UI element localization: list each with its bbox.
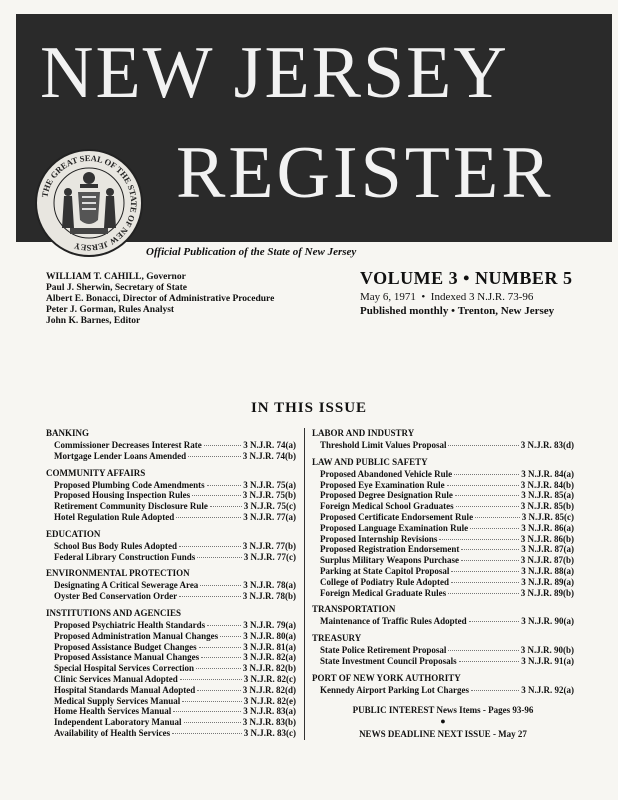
staff-secretary: Paul J. Sherwin, Secretary of State [46, 283, 187, 293]
entry-reference: 3 N.J.R. 85(b) [520, 501, 574, 512]
section-heading: BANKING [46, 428, 90, 438]
masthead-title-line1: NEW JERSEY [40, 32, 509, 114]
entry-reference: 3 N.J.R. 79(a) [243, 619, 296, 630]
leader-dots [456, 506, 519, 507]
contents-entry [46, 728, 296, 739]
leader-dots [448, 593, 519, 594]
entry-title: Proposed Registration Endorsement [320, 544, 460, 555]
leader-dots [182, 701, 241, 702]
contents-entry [312, 490, 574, 501]
leader-dots [447, 485, 519, 486]
entry-title: Maintenance of Traffic Rules Adopted [320, 616, 467, 627]
contents-section [46, 529, 296, 563]
entry-title: Proposed Degree Designation Rule [320, 490, 453, 501]
leader-dots [454, 474, 519, 475]
volume-info: May 6, 1971 • Indexed 3 N.J.R. 73-96 Published monthly • Trenton, New Jersey [360, 291, 555, 317]
contents-entry [312, 566, 574, 577]
staff-analyst: Peter J. Gorman, Rules Analyst [46, 305, 175, 315]
entry-title: Surplus Military Weapons Purchase [320, 555, 459, 566]
entry-title: Oyster Bed Conservation Order [54, 591, 178, 602]
contents-section [312, 428, 574, 451]
entry-title: Proposed Eye Examination Rule [320, 479, 445, 490]
issue-date: May 6, 1971 [360, 291, 416, 303]
contents-right-column [312, 428, 574, 740]
leader-dots [451, 582, 519, 583]
contents-entry [312, 645, 574, 656]
entry-title: Proposed Administration Manual Changes [54, 630, 219, 641]
leader-dots [461, 549, 519, 550]
section-heading: LAW AND PUBLIC SAFETY [312, 456, 428, 467]
entry-title: Threshold Limit Values Proposal [320, 440, 447, 450]
section-heading: TREASURY [312, 633, 362, 644]
leader-dots [197, 690, 240, 691]
leader-dots [459, 661, 520, 662]
leader-dots [179, 546, 241, 547]
entry-reference: 3 N.J.R. 80(a) [243, 630, 296, 641]
leader-dots [180, 679, 242, 680]
entry-title: Proposed Language Examination Rule [320, 522, 469, 533]
leader-dots [201, 657, 241, 658]
entry-title: Foreign Medical Graduate Rules [320, 587, 447, 598]
entry-reference: 3 N.J.R. 86(a) [521, 522, 574, 533]
news-deadline-notice: NEWS DEADLINE NEXT ISSUE - May 27 [359, 728, 527, 739]
entry-title: Foreign Medical School Graduates [320, 501, 454, 512]
leader-dots [475, 517, 520, 518]
public-interest-notice: PUBLIC INTEREST News Items - Pages 93-96 [352, 704, 534, 715]
entry-title: College of Podiatry Rule Adopted [320, 576, 449, 587]
entry-reference: 3 N.J.R. 91(a) [521, 655, 574, 666]
entry-title: State Police Retirement Proposal [320, 645, 447, 656]
entry-title: Proposed Abandoned Vehicle Rule [320, 468, 453, 479]
contents-entry [46, 490, 296, 501]
contents-entry [46, 652, 296, 663]
entry-title: Federal Library Construction Funds [54, 551, 196, 562]
entry-reference: 3 N.J.R. 75(b) [242, 490, 296, 501]
entry-title: Hospital Standards Manual Adopted [54, 684, 196, 695]
leader-dots [207, 625, 241, 626]
publication-subtitle: Official Publication of the State of New Jersey [146, 246, 357, 258]
entry-reference: 3 N.J.R. 83(d) [520, 440, 574, 450]
leader-dots [196, 668, 241, 669]
leader-dots [448, 650, 518, 651]
publish-frequency: Published monthly [360, 305, 449, 317]
contents-section [46, 608, 296, 739]
contents-section [46, 428, 296, 462]
leader-dots [439, 539, 518, 540]
contents-section [46, 568, 296, 602]
entry-reference: 3 N.J.R. 77(c) [243, 551, 296, 562]
entry-reference: 3 N.J.R. 82(c) [243, 673, 296, 684]
entry-title: Proposed Assistance Budget Changes [54, 641, 197, 652]
contents-entry [46, 440, 296, 451]
leader-dots [199, 647, 242, 648]
leader-dots [173, 711, 241, 712]
leader-dots [197, 557, 241, 558]
leader-dots [461, 560, 519, 561]
entry-reference: 3 N.J.R. 83(a) [243, 706, 296, 717]
contents-entry [46, 512, 296, 523]
contents-entry [46, 591, 296, 602]
entry-reference: 3 N.J.R. 85(a) [521, 490, 574, 501]
leader-dots [448, 445, 518, 446]
leader-dots [188, 456, 241, 457]
entry-title: Home Health Services Manual [54, 706, 172, 717]
entry-title: Proposed Housing Inspection Rules [54, 490, 191, 501]
notice-bullet: ● [440, 715, 446, 726]
section-heading: TRANSPORTATION [312, 604, 396, 615]
leader-dots [204, 445, 242, 446]
entry-title: School Bus Body Rules Adopted [54, 540, 178, 551]
seal-text: THE GREAT SEAL OF THE STATE OF NEW JERSEY [39, 152, 140, 254]
contents-entry [46, 696, 296, 707]
contents-entry [312, 588, 574, 599]
entry-title: Retirement Community Disclosure Rule [54, 501, 208, 512]
contents-entry [46, 717, 296, 728]
leader-dots [470, 528, 519, 529]
entry-title: Medical Supply Services Manual [54, 695, 181, 706]
entry-reference: 3 N.J.R. 83(b) [242, 717, 296, 728]
contents-entry [46, 620, 296, 631]
contents-entry [312, 555, 574, 566]
staff-governor: WILLIAM T. CAHILL, Governor [46, 272, 186, 282]
contents-entry [312, 440, 574, 451]
leader-dots [207, 485, 242, 486]
entry-title: Special Hospital Services Correction [54, 663, 195, 674]
entry-reference: 3 N.J.R. 77(b) [242, 540, 296, 551]
state-seal-icon [34, 148, 144, 258]
contents-section [312, 457, 574, 599]
entry-title: Independent Laboratory Manual [54, 717, 182, 728]
entry-reference: 3 N.J.R. 74(b) [242, 450, 296, 461]
publish-location: Trenton, New Jersey [457, 305, 555, 317]
leader-dots [176, 517, 241, 518]
entry-reference: 3 N.J.R. 81(a) [243, 641, 296, 652]
entry-title: Availability of Health Services [54, 727, 171, 738]
contents-entry [46, 580, 296, 591]
entry-title: Commissioner Decreases Interest Rate [54, 440, 202, 450]
issue-title: IN THIS ISSUE [250, 400, 368, 416]
entry-reference: 3 N.J.R. 77(a) [243, 511, 296, 522]
contents-entry [46, 541, 296, 552]
issue-index: Indexed 3 N.J.R. 73-96 [430, 291, 534, 303]
contents-entry [312, 656, 574, 667]
leader-dots [469, 621, 520, 622]
section-heading: ENVIRONMENTAL PROTECTION [46, 568, 190, 579]
entry-title: Kennedy Airport Parking Lot Charges [320, 684, 470, 695]
entry-reference: 3 N.J.R. 87(b) [520, 555, 574, 566]
entry-reference: 3 N.J.R. 83(c) [243, 727, 296, 738]
contents-entry [46, 706, 296, 717]
entry-reference: 3 N.J.R. 82(a) [243, 652, 296, 663]
entry-title: Mortgage Lender Loans Amended [54, 450, 187, 461]
entry-reference: 3 N.J.R. 87(a) [521, 544, 574, 555]
entry-reference: 3 N.J.R. 82(d) [242, 684, 296, 695]
column-divider [304, 428, 305, 740]
entry-reference: 3 N.J.R. 85(c) [521, 511, 574, 522]
section-heading: INSTITUTIONS AND AGENCIES [46, 607, 182, 618]
entry-reference: 3 N.J.R. 78(a) [243, 580, 296, 591]
entry-title: Hotel Regulation Rule Adopted [54, 511, 175, 522]
leader-dots [451, 571, 519, 572]
entry-reference: 3 N.J.R. 88(a) [521, 565, 574, 576]
entry-title: Clinic Services Manual Adopted [54, 673, 178, 684]
section-heading: PORT OF NEW YORK AUTHORITY [312, 672, 461, 683]
leader-dots [471, 690, 519, 691]
entry-reference: 3 N.J.R. 89(b) [520, 587, 574, 598]
leader-dots [220, 636, 241, 637]
contents-entry [312, 544, 574, 555]
contents-entry [46, 674, 296, 685]
leader-dots [172, 733, 242, 734]
contents-left-column [46, 428, 296, 745]
section-heading: LABOR AND INDUSTRY [312, 428, 415, 438]
contents-section [312, 673, 574, 696]
volume-heading: VOLUME 3 • NUMBER 5 [360, 268, 573, 288]
entry-reference: 3 N.J.R. 75(a) [243, 479, 296, 490]
contents-section [312, 633, 574, 667]
contents-entry [312, 469, 574, 480]
contents-entry [46, 501, 296, 512]
entry-reference: 3 N.J.R. 89(a) [521, 576, 574, 587]
entry-title: Designating A Critical Sewerage Area [54, 580, 199, 591]
staff-list [46, 272, 274, 327]
leader-dots [200, 585, 241, 586]
entry-title: Proposed Plumbing Code Amendments [54, 479, 205, 490]
leader-dots [179, 596, 241, 597]
leader-dots [184, 722, 241, 723]
entry-title: State Investment Council Proposals [320, 655, 457, 666]
contents-entry [312, 523, 574, 534]
section-heading: EDUCATION [46, 528, 101, 539]
contents-entry [46, 451, 296, 462]
contents-entry [46, 552, 296, 563]
entry-title: Parking at State Capitol Proposal [320, 565, 450, 576]
masthead-title-line2: REGISTER [176, 132, 554, 214]
entry-reference: 3 N.J.R. 92(a) [521, 684, 574, 695]
staff-editor: John K. Barnes, Editor [46, 316, 141, 326]
entry-reference: 3 N.J.R. 84(b) [520, 479, 574, 490]
contents-entry [312, 501, 574, 512]
entry-reference: 3 N.J.R. 90(b) [520, 645, 574, 656]
entry-reference: 3 N.J.R. 90(a) [521, 616, 574, 627]
entry-title: Proposed Internship Revisions [320, 533, 438, 544]
entry-reference: 3 N.J.R. 78(b) [242, 591, 296, 602]
contents-entry [312, 480, 574, 491]
leader-dots [455, 495, 519, 496]
contents-entry [46, 642, 296, 653]
contents-section [312, 604, 574, 627]
entry-title: Proposed Assistance Manual Changes [54, 652, 200, 663]
entry-reference: 3 N.J.R. 84(a) [521, 468, 574, 479]
contents-entry [46, 663, 296, 674]
contents-entry [46, 480, 296, 491]
entry-reference: 3 N.J.R. 74(a) [243, 440, 296, 450]
contents-entry [312, 512, 574, 523]
entry-title: Proposed Certificate Endorsement Rule [320, 511, 474, 522]
contents-entry [312, 685, 574, 696]
entry-title: Proposed Psychiatric Health Standards [54, 619, 206, 630]
contents-section [46, 468, 296, 523]
contents-entry [46, 631, 296, 642]
entry-reference: 3 N.J.R. 75(c) [243, 501, 296, 512]
contents-entry [312, 616, 574, 627]
leader-dots [192, 495, 241, 496]
leader-dots [210, 506, 242, 507]
staff-director: Albert E. Bonacci, Director of Administrative Procedure [46, 294, 275, 304]
entry-reference: 3 N.J.R. 86(b) [520, 533, 574, 544]
entry-reference: 3 N.J.R. 82(b) [242, 663, 296, 674]
contents-entry [312, 577, 574, 588]
contents-entry [312, 534, 574, 545]
entry-reference: 3 N.J.R. 82(e) [243, 695, 296, 706]
section-heading: COMMUNITY AFFAIRS [46, 467, 146, 478]
contents-entry [46, 685, 296, 696]
